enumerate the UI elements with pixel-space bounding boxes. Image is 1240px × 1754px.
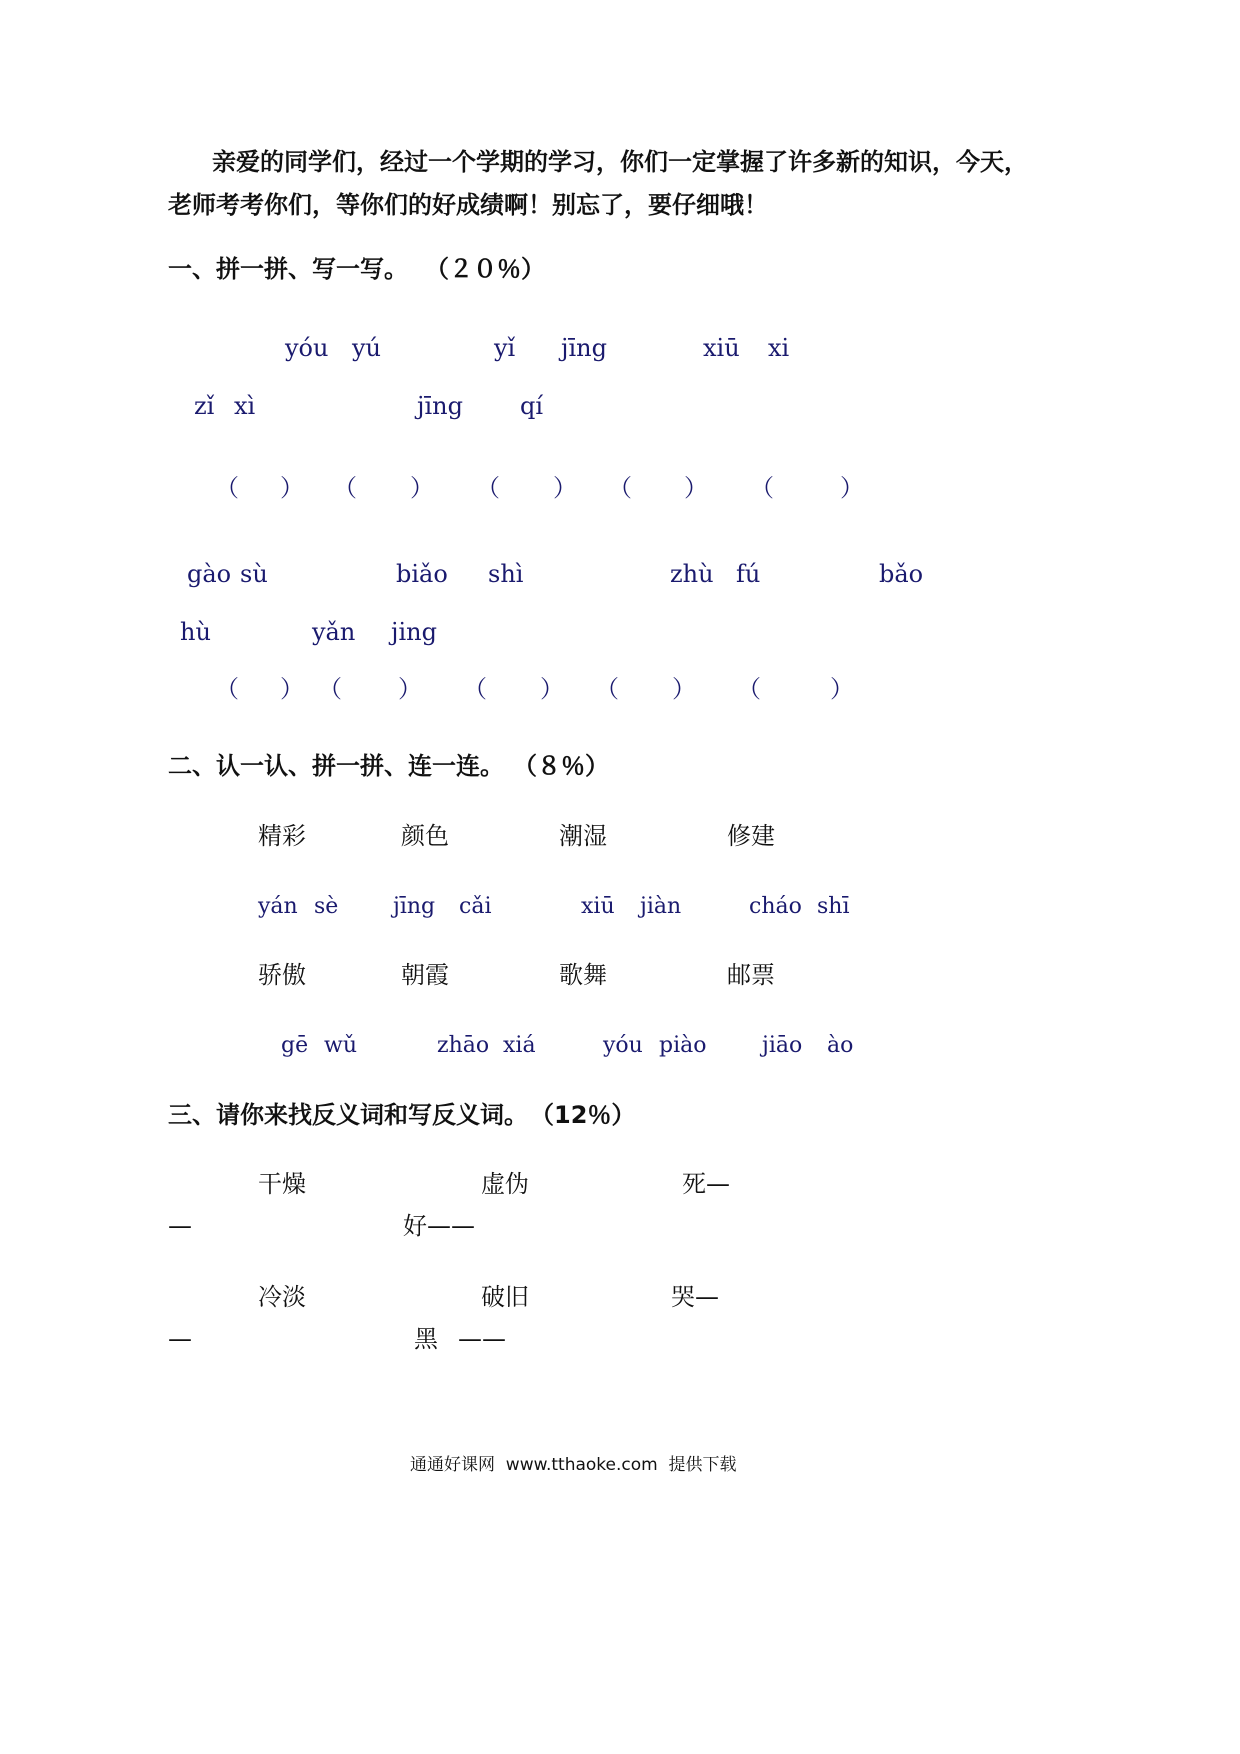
antonym-word: 干燥 bbox=[258, 1170, 306, 1198]
word: 潮湿 bbox=[559, 822, 607, 850]
pinyin: ào bbox=[827, 1033, 854, 1058]
answer-paren-close: ） bbox=[540, 675, 564, 703]
pinyin: yǎn bbox=[312, 618, 356, 646]
pinyin: jiàn bbox=[640, 894, 682, 919]
answer-paren-close: ） bbox=[684, 474, 708, 502]
pinyin: jing bbox=[391, 618, 437, 646]
pinyin: cǎi bbox=[459, 894, 492, 919]
pinyin: sè bbox=[314, 894, 339, 919]
pinyin: jiāo bbox=[762, 1033, 803, 1058]
answer-paren-open: （ bbox=[608, 474, 632, 502]
pinyin: shì bbox=[488, 560, 524, 588]
pinyin: hù bbox=[180, 618, 211, 646]
antonym-word: 破旧 bbox=[481, 1283, 529, 1311]
answer-paren-close: ） bbox=[280, 675, 304, 703]
answer-paren-open: （ bbox=[737, 675, 761, 703]
answer-paren-close: ） bbox=[553, 474, 577, 502]
section-3-score: （12％） bbox=[530, 1101, 636, 1129]
answer-paren-close: ） bbox=[410, 474, 434, 502]
section-1-heading: 一、拼一拼、写一写。 bbox=[168, 255, 408, 283]
pinyin: yóu bbox=[285, 334, 329, 362]
word: 颜色 bbox=[401, 822, 449, 850]
section-2-heading: 二、认一认、拼一拼、连一连。 bbox=[168, 752, 504, 780]
pinyin: fú bbox=[736, 560, 761, 588]
pinyin: jīng bbox=[561, 334, 607, 362]
pinyin: cháo bbox=[749, 894, 802, 919]
answer-paren-open: （ bbox=[750, 474, 774, 502]
answer-paren-open: （ bbox=[215, 474, 239, 502]
antonym-blank: 死— bbox=[682, 1170, 730, 1198]
antonym-word: 冷淡 bbox=[258, 1283, 306, 1311]
answer-paren-open: （ bbox=[333, 474, 357, 502]
answer-paren-close: ） bbox=[672, 675, 696, 703]
pinyin: bǎo bbox=[879, 560, 924, 588]
intro-line-1: 亲爱的同学们，经过一个学期的学习，你们一定掌握了许多新的知识，今天， bbox=[212, 148, 1028, 176]
pinyin: jīng bbox=[393, 894, 436, 919]
section-1-score: （２０％） bbox=[425, 255, 545, 283]
pinyin: sù bbox=[240, 560, 268, 588]
answer-paren-close: ） bbox=[280, 474, 304, 502]
footer: 通通好课网 www.tthaoke.com 提供下载 bbox=[410, 1455, 737, 1475]
word: 修建 bbox=[727, 822, 775, 850]
answer-paren-open: （ bbox=[318, 675, 342, 703]
word: 精彩 bbox=[258, 822, 306, 850]
pinyin: yán bbox=[258, 894, 298, 919]
antonym-word: 黑 bbox=[414, 1325, 438, 1353]
answer-paren-open: （ bbox=[476, 474, 500, 502]
pinyin: zǐ bbox=[194, 392, 215, 420]
pinyin: wǔ bbox=[324, 1033, 357, 1058]
pinyin: yú bbox=[352, 334, 382, 362]
antonym-word: 虚伪 bbox=[481, 1170, 529, 1198]
word: 骄傲 bbox=[258, 961, 306, 989]
pinyin: gào bbox=[187, 560, 232, 588]
antonym-blank: —— bbox=[458, 1325, 506, 1353]
answer-paren-close: ） bbox=[840, 474, 864, 502]
answer-paren-close: ） bbox=[830, 675, 854, 703]
antonym-blank: 哭— bbox=[671, 1283, 719, 1311]
pinyin: shī bbox=[817, 894, 850, 919]
answer-paren-close: ） bbox=[398, 675, 422, 703]
intro-line-2: 老师考考你们，等你们的好成绩啊！别忘了，要仔细哦！ bbox=[168, 191, 768, 219]
pinyin: zhù bbox=[670, 560, 714, 588]
pinyin: yóu bbox=[603, 1033, 643, 1058]
pinyin: xiū bbox=[703, 334, 740, 362]
answer-paren-open: （ bbox=[215, 675, 239, 703]
pinyin: biǎo bbox=[396, 560, 448, 588]
word: 朝霞 bbox=[401, 961, 449, 989]
antonym-blank: — bbox=[168, 1212, 192, 1240]
pinyin: xì bbox=[234, 392, 256, 420]
antonym-blank: — bbox=[168, 1325, 192, 1353]
answer-paren-open: （ bbox=[595, 675, 619, 703]
pinyin: gē bbox=[281, 1033, 309, 1058]
pinyin: zhāo bbox=[437, 1033, 490, 1058]
antonym-blank: 好—— bbox=[403, 1212, 475, 1240]
section-3-heading: 三、请你来找反义词和写反义词。 bbox=[168, 1101, 528, 1129]
section-2-score: （８％） bbox=[513, 752, 609, 780]
pinyin: yǐ bbox=[494, 334, 516, 362]
pinyin: piào bbox=[659, 1033, 707, 1058]
pinyin: qí bbox=[520, 392, 544, 420]
pinyin: xiá bbox=[503, 1033, 536, 1058]
word: 邮票 bbox=[727, 961, 775, 989]
word: 歌舞 bbox=[559, 961, 607, 989]
pinyin: xi bbox=[768, 334, 790, 362]
pinyin: jīng bbox=[417, 392, 463, 420]
pinyin: xiū bbox=[581, 894, 615, 919]
answer-paren-open: （ bbox=[463, 675, 487, 703]
